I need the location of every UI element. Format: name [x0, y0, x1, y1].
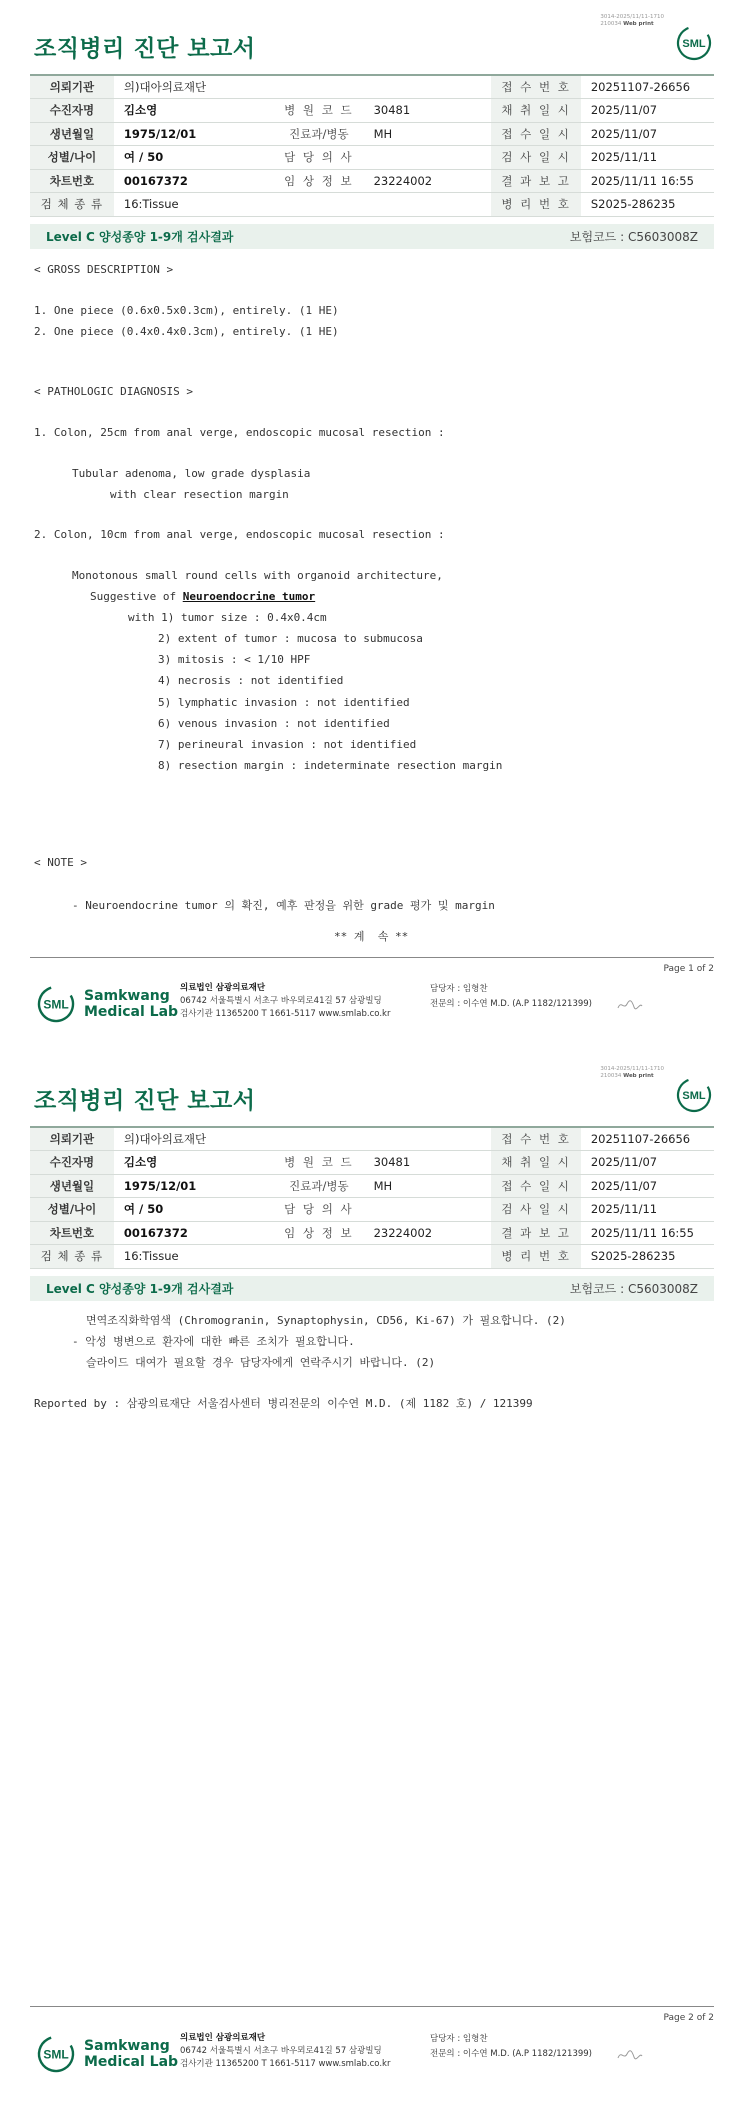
svg-text:SML: SML: [43, 2047, 69, 2062]
info-row: 성별/나이 여 / 50 담 당 의 사 검 사 일 시 2025/11/11: [30, 1198, 714, 1222]
info-row: 의뢰기관 의)대아의료재단 접 수 번 호 20251107-26656: [30, 75, 714, 99]
test-level-bar: Level C 양성종양 1-9개 검사결과 보험코드 : C5603008Z: [30, 1276, 714, 1301]
sml-logo-icon: [676, 25, 712, 61]
patient-info-table: [30, 1126, 714, 1269]
note-line: 면역조직화학염색 (Chromogranin, Synaptophysin, CD56, Ki-67) 가 필요합니다. (2): [86, 1314, 566, 1327]
signature-icon: [616, 998, 644, 1012]
svg-text:SML: SML: [43, 997, 69, 1012]
finding-line: 7) perineural invasion : not identified: [158, 738, 417, 751]
info-row: 수진자명 김소영 병 원 코 드 30481 채 취 일 시 2025/11/07: [30, 1151, 714, 1175]
print-stamp: 3014-2025/11/11-1710 210034 Web print: [600, 1066, 664, 1079]
note-line: - 악성 병변으로 환자에 대한 빠른 조치가 필요합니다.: [72, 1335, 355, 1348]
print-stamp: 3014-2025/11/11-1710 210034 Web print: [600, 14, 664, 27]
continued-marker: ** 계 속 **: [334, 930, 409, 943]
finding-line: 3) mitosis : < 1/10 HPF: [158, 653, 311, 666]
diagnosis-heading: < PATHOLOGIC DIAGNOSIS >: [34, 385, 193, 398]
svg-text:SML: SML: [682, 1090, 706, 1102]
diagnosis-highlight: Neuroendocrine tumor: [182, 590, 316, 603]
info-row: 차트번호 00167372 임 상 정 보 23224002 결 과 보 고 2025/11/11 16:55: [30, 169, 714, 193]
footer-staff: 담당자 : 임형찬 전문의 : 이수연 M.D. (A.P 1182/121399): [430, 984, 592, 1009]
footer-brand: Samkwang Medical Lab: [84, 988, 179, 1020]
page-number: Page 2 of 2: [663, 2013, 714, 2023]
diagnosis-line: with clear resection margin: [110, 488, 289, 501]
footer-divider: [30, 2006, 714, 2007]
gross-line: 1. One piece (0.6x0.5x0.3cm), entirely. (1 HE): [34, 304, 339, 317]
gross-line: 2. One piece (0.4x0.4x0.3cm), entirely. (1 HE): [34, 325, 339, 338]
footer-address: 의료법인 삼광의료재단 06742 서울특별시 서초구 바우뫼로41길 57 삼광빌딩 검사기관 11365200 T 1661-5117 www.smlab.co.kr: [180, 983, 391, 1019]
note-heading: < NOTE >: [34, 856, 87, 869]
reported-by: Reported by : 삼광의료재단 서울검사센터 병리전문의 이수연 M.D. (제 1182 호) / 121399: [34, 1397, 533, 1410]
finding-line: 5) lymphatic invasion : not identified: [158, 696, 410, 709]
note-line: - Neuroendocrine tumor 의 확진, 예후 판정을 위한 grade 평가 및 margin: [72, 899, 495, 912]
footer-brand: Samkwang Medical Lab: [84, 2038, 179, 2070]
footer-staff: 담당자 : 임형찬 전문의 : 이수연 M.D. (A.P 1182/121399): [430, 2034, 592, 2059]
sml-logo-icon: [676, 1077, 712, 1113]
diagnosis-line: Tubular adenoma, low grade dysplasia: [72, 467, 311, 480]
sml-footer-logo-icon: [36, 2034, 76, 2074]
info-row: 생년월일 1975/12/01 진료과/병동 MH 접 수 일 시 2025/11/07: [30, 122, 714, 146]
info-row: 수진자명 김소영 병 원 코 드 30481 채 취 일 시 2025/11/07: [30, 99, 714, 123]
info-row: 차트번호 00167372 임 상 정 보 23224002 결 과 보 고 2025/11/11 16:55: [30, 1221, 714, 1245]
note-line: 슬라이드 대여가 필요할 경우 담당자에게 연락주시기 바랍니다. (2): [86, 1356, 436, 1369]
gross-heading: < GROSS DESCRIPTION >: [34, 263, 174, 276]
finding-line: 2) extent of tumor : mucosa to submucosa: [158, 632, 423, 645]
signature-icon: [616, 2048, 644, 2062]
info-row: 성별/나이 여 / 50 담 당 의 사 검 사 일 시 2025/11/11: [30, 146, 714, 170]
page-number: Page 1 of 2: [663, 964, 714, 974]
footer-divider: [30, 957, 714, 958]
patient-info-table: [30, 74, 714, 217]
finding-line: 4) necrosis : not identified: [158, 674, 344, 687]
diagnosis-line: 2. Colon, 10cm from anal verge, endoscopic mucosal resection :: [34, 528, 445, 541]
sml-footer-logo-icon: [36, 984, 76, 1024]
info-row: 생년월일 1975/12/01 진료과/병동 MH 접 수 일 시 2025/11/07: [30, 1174, 714, 1198]
info-row: 검 체 종 류 16:Tissue 병 리 번 호 S2025-286235: [30, 1245, 714, 1269]
svg-text:SML: SML: [682, 38, 706, 50]
report-page-2: [0, 1060, 744, 2104]
finding-line: 6) venous invasion : not identified: [158, 717, 390, 730]
diagnosis-line: Monotonous small round cells with organoid architecture,: [72, 569, 443, 582]
report-title: 조직병리 진단 보고서: [34, 1088, 256, 1114]
report-title: 조직병리 진단 보고서: [34, 36, 256, 62]
test-level-bar: Level C 양성종양 1-9개 검사결과 보험코드 : C5603008Z: [30, 224, 714, 249]
info-row: 의뢰기관 의)대아의료재단 접 수 번 호 20251107-26656: [30, 1127, 714, 1151]
footer-address: 의료법인 삼광의료재단 06742 서울특별시 서초구 바우뫼로41길 57 삼광빌딩 검사기관 11365200 T 1661-5117 www.smlab.co.kr: [180, 2033, 391, 2069]
finding-line: 8) resection margin : indeterminate resection margin: [158, 759, 503, 772]
diagnosis-line: Suggestive of Neuroendocrine tumor: [90, 590, 316, 603]
finding-line: with 1) tumor size : 0.4x0.4cm: [128, 611, 327, 624]
info-row: 검 체 종 류 16:Tissue 병 리 번 호 S2025-286235: [30, 193, 714, 217]
diagnosis-line: 1. Colon, 25cm from anal verge, endoscopic mucosal resection :: [34, 426, 445, 439]
